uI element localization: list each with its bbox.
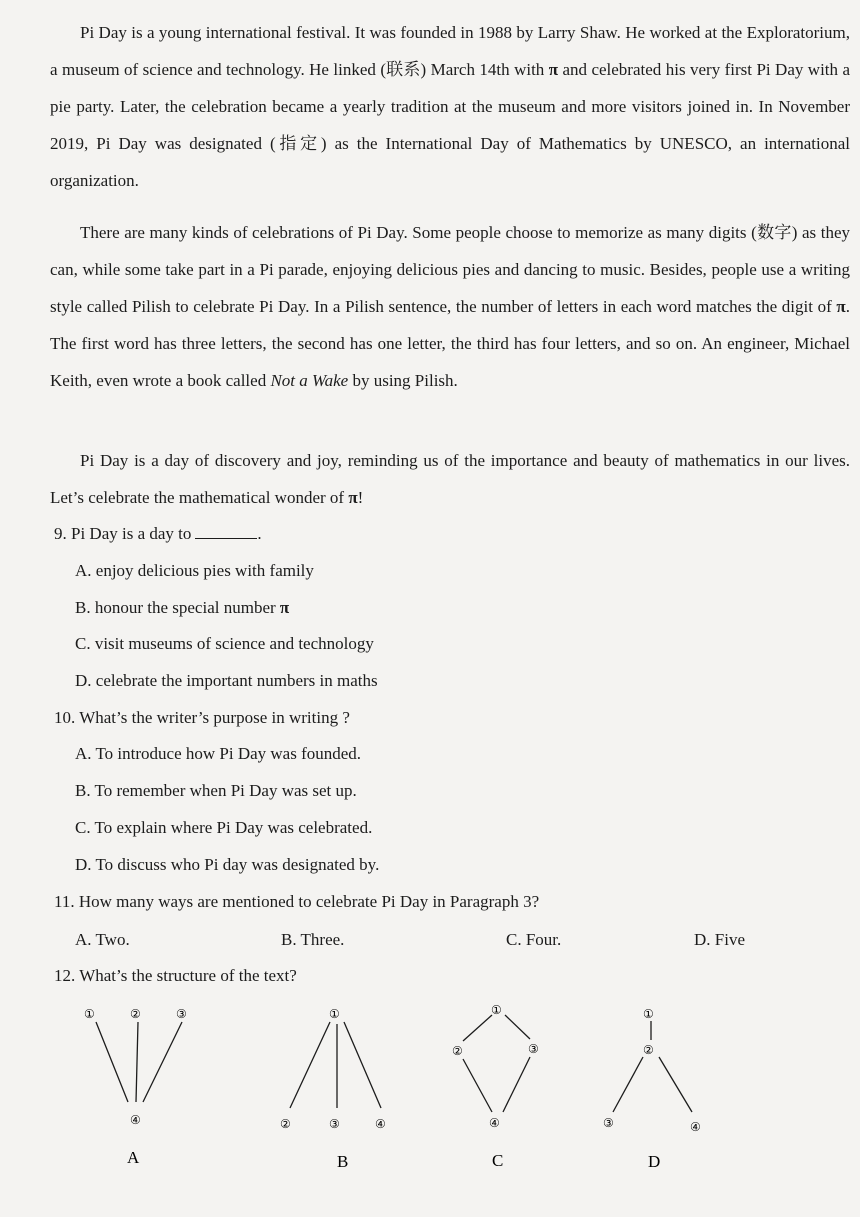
passage-paragraph-3: Pi Day is a day of discovery and joy, reminding us of the importance and beauty of mathematics in our lives. Let’s celebrate the mathematical wonder of π! — [50, 451, 850, 507]
node-1: ① — [329, 1007, 340, 1021]
question-11-option-a: A. Two. — [75, 930, 130, 949]
question-11-option-b: B. Three. — [281, 930, 345, 949]
node-4: ④ — [375, 1117, 386, 1131]
node-4: ④ — [690, 1120, 701, 1134]
node-1: ① — [643, 1007, 654, 1021]
diagram-label-a: A — [127, 1148, 140, 1167]
question-10-option-c: C. To explain where Pi Day was celebrated. — [75, 818, 373, 837]
passage-paragraph-1: Pi Day is a young international festival. It was founded in 1988 by Larry Shaw. He worked at the Exploratorium, a museum of science and technology. He linked (联系) March 14th with π and celebrated his very first Pi Day with a pie party. Later, the celebration became a yearly tradition at the museum and more visitors joined in. In November 2019, Pi Day was designated (指定) as the International Day of Mathematics by UNESCO, an international organization. — [50, 23, 850, 190]
question-10-option-a: A. To introduce how Pi Day was founded. — [75, 744, 362, 763]
pi-symbol: π — [836, 297, 846, 316]
diagram-label-c: C — [492, 1151, 504, 1170]
question-11-option-d: D. Five — [694, 930, 745, 949]
pi-symbol: π — [348, 488, 358, 507]
node-3: ③ — [603, 1116, 614, 1130]
node-1: ① — [84, 1007, 95, 1021]
question-11-option-c: C. Four. — [506, 930, 562, 949]
pi-symbol: π — [279, 598, 290, 617]
answer-blank — [195, 524, 257, 539]
question-10-option-b: B. To remember when Pi Day was set up. — [75, 781, 357, 800]
question-9-option-a: A. enjoy delicious pies with family — [75, 561, 314, 580]
node-2: ② — [452, 1044, 463, 1058]
node-3: ③ — [176, 1007, 187, 1021]
node-4: ④ — [489, 1116, 500, 1130]
diagram-label-d: D — [648, 1152, 661, 1171]
node-1: ① — [491, 1003, 502, 1017]
question-10-option-d: D. To discuss who Pi day was designated by. — [75, 855, 380, 874]
node-2: ② — [280, 1117, 291, 1131]
diagram-c — [452, 1003, 539, 1170]
question-10-stem: 10. What’s the writer’s purpose in writing ? — [54, 708, 350, 727]
diagram-b — [280, 1007, 386, 1171]
node-4: ④ — [130, 1113, 141, 1127]
question-9-option-c: C. visit museums of science and technology — [75, 634, 374, 653]
node-2: ② — [643, 1043, 654, 1057]
diagram-label-b: B — [337, 1152, 349, 1171]
node-2: ② — [130, 1007, 141, 1021]
question-9-stem: 9. Pi Day is a day to . — [54, 524, 262, 543]
book-title: Not a Wake — [270, 371, 349, 390]
node-3: ③ — [329, 1117, 340, 1131]
passage-paragraph-2: There are many kinds of celebrations of Pi Day. Some people choose to memorize as many digits (数字) as they can, while some take part in a Pi parade, enjoying delicious pies and dancing to music. Besides, people use a writing style called Pilish to celebrate Pi Day. In a Pilish sentence, the number of letters in each word matches the digit of π. The first word has three letters, the second has one letter, the third has four letters, and so on. An engineer, Michael Keith, even wrote a book called Not a Wake by using Pilish. — [50, 223, 850, 390]
pi-symbol: π — [548, 60, 559, 79]
question-9-option-d: D. celebrate the important numbers in maths — [75, 671, 378, 690]
question-11-stem: 11. How many ways are mentioned to celebrate Pi Day in Paragraph 3? — [54, 892, 540, 911]
question-12-stem: 12. What’s the structure of the text? — [54, 966, 297, 985]
diagram-d — [603, 1007, 701, 1171]
question-9-option-b: B. honour the special number π — [75, 598, 290, 617]
node-3: ③ — [528, 1042, 539, 1056]
structure-diagrams — [0, 990, 860, 1190]
